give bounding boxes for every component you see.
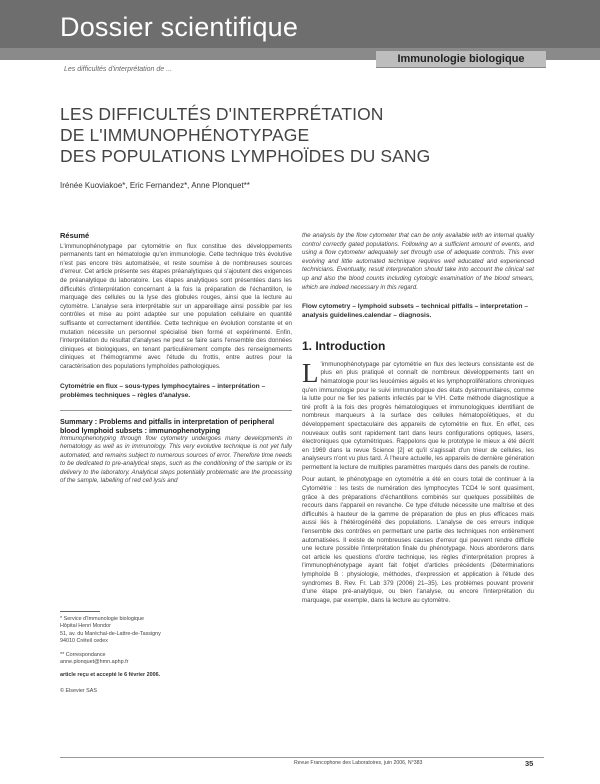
journal-citation: Revue Francophone des Laboratoires, juin 2006, N°383 <box>294 760 423 766</box>
section-title: Dossier scientifique <box>60 12 299 42</box>
authors: Irénée Kuoviakoe*, Eric Fernandez*, Anne Plonquet** <box>60 181 250 190</box>
rubric-label: Immunologie biologique <box>376 50 546 68</box>
article-title <box>60 104 540 167</box>
intro-paragraph-2: Pour autant, le phénotypage en cytométrie a été en cours total de continuer à la Cytométrie : les tests de numération des lymphocytes TCD4 le sont quasiment, grâce à des préparations d'échantillons combinés sur quelques possibilités de recours dans l'appareil en revanche. Ce type d'étude nécessite une maîtrise et des difficultés à hauteur de la gamme de préparation de plus en plus efficaces mais aussi liés à l'hétérogénéité des populations. L'analyse de ces erreurs indique l'ensemble des contrôles en permettant une partie des techniques non entièrement automatisées. Il existe de nombreuses causes d'erreur qui peuvent rendre difficile une lecture possible l'interprétation finale du phénotypage. Nous aborderons dans cet article les questions d'ordre technique, les règles d'interprétation propres à l'immunophénotypage ayant fait l'objet d'articles précédents (Déterminations lymphoïde B : physiologie, méthodes, d'expression et application à l'étude des syndromes B. Rev. Fr. Lab 379 (2006) 21–35). Les problèmes pouvant provenir d'une étape pré-analytique, ou bien l'analyse, ou encore l'interprétation du marquage, par exemple, dans la lecture au cytomètre. <box>302 476 534 604</box>
title-line-3: DES POPULATIONS LYMPHOÏDES DU SANG <box>60 146 431 166</box>
affiliation: * Service d'Immunologie biologique Hôpital Henri Mondor 51, av. du Maréchal-de-Lattre-de-Tassigny 94010 Créteil cedex <box>60 616 161 645</box>
summary-keywords: Flow cytometry – lymphoid subsets – technical pitfalls – interpretation – analysis guidelines.calendar – diagnosis. <box>302 303 529 320</box>
copyright: © Elsevier SAS <box>60 687 97 694</box>
resume-keywords: Cytométrie en flux – sous-types lymphocytaires – interprétation – problèmes techniques – règles d'analyse. <box>60 382 266 399</box>
left-column <box>60 232 292 486</box>
footnote-rule <box>60 611 100 612</box>
title-line-1: LES DIFFICULTÉS D'INTERPRÉTATION <box>60 104 384 124</box>
footer-rule <box>60 757 544 758</box>
resume-heading: Résumé <box>60 231 90 240</box>
footnotes <box>60 611 292 695</box>
page-number: 35 <box>525 759 534 768</box>
intro-p1-text: 'immunophénotypage par cytométrie en flux des lecteurs consistante est de plus en plus pratiqué et connaît de nombreux développements tant en hématologie pour les leucémies aiguës et les lymphoproliférations chroniques qu'en immunologie pour le suivi immunologique des états dysimmunitaires, comme la lutte pour ne fier les patients infectés par le VIH. Cette méthode diagnostique a tiré profit à la fois des progrès hématologiques et immunologiques identifiant de nombreux marqueurs à la surface des cellules hématopoïétiques, et du développement spectaculaire des appareils de cytométrie en flux. En effet, ces nouveaux outils sont rapidement tant dans leurs configurations optiques, lasers, électroniques que cytométriques. Rappelons que le prototype le mieux a été décrit en 1969 dans la revue Science [2] et qu'il s'agissait d'un trieur de cellules, les analyseurs n'ont vu plus tard. À l'heure actuelle, les appareils de dernière génération permettent la lecture de multiples paramètres marqués dans des panels de routine. <box>302 360 534 471</box>
resume-text: L'immunophénotypage par cytométrie en flux constitue des développements permanents tant en hématologie qu'en immunologie. Cette technique très évolutive n'est pas encore très automatisée, et reste soumise à de nombreuses sources d'erreur. Cet article présente ses étapes préanalytiques qui s'ajoutent des exigences de préanalytique du laboratoire. Les étapes analytiques sont présentées dans les difficultés d'interprétation concernant à la fois la préparation de l'échantillon, le marquage des cellules ou la lyse des globules rouges, ainsi que la lecture au cytomètre. L'analyse sera interprétable sur un appareillage ainsi possible par les contrôles et mise au point adaptée sur une population cellulaire en quantité suffisante et correctement identifiée. Cette technique en évolution constante et en mutation nécessite un personnel spécialisé bien formé et expérimenté. Enfin, l'interprétation du résultat d'analyses ne peut se faire sans l'ensemble des données cliniques et biologiques, en tenant particulièrement compte des renseignements cliniques et l'hémogramme avec l'étude du frottis, entre autres pour la caractérisation des populations lymphoïdes pathologiques. <box>60 242 292 370</box>
intro-paragraph-1 <box>302 357 534 473</box>
summary-text-start: Immunophenotyping through flow cytometry undergoes many developments in hematology as well as in immunology. This very evolutive technique is not yet fully automated, and remains subject to numerous sources of error. Therefore time needs to be dedicated to pre-analytical steps, such as the conditioning of the sample or its delivery to the laboratory. Analytical steps potentially problematic are the processing of the sample, labelling of red cell lysis and <box>60 434 292 485</box>
right-column <box>302 232 534 605</box>
divider <box>60 410 292 411</box>
running-head: Les difficultés d'interprétation de ... <box>64 66 172 73</box>
drop-cap: L <box>302 357 319 388</box>
summary-text-continued: the analysis by the flow cytometer that can be only available with an internal quality control correctly gated populations. Following an a sufficient amount of events, and using a flow cytometer adequately set through use of adequate controls. This ever evolving and little automated technique requires well educated and experienced technicians. Eventually, result interpretation should take into account the clinical set up and also the blood counts including cytologic examination of the blood smears, which are indeed necessary in this regard. <box>302 232 534 291</box>
summary-heading: Summary : Problems and pitfalls in interpretation of peripheral blood lymphoid subsets : immunophenotyping <box>60 416 275 435</box>
received-date: article reçu et accepté le 6 février 2006. <box>60 672 161 679</box>
title-line-2: DE L'IMMUNOPHÉNOTYPAGE <box>60 125 310 145</box>
correspondence: ** Correspondance anne.plonquet@hmn.aphp.fr <box>60 651 129 666</box>
introduction-heading: 1. Introduction <box>302 339 386 354</box>
